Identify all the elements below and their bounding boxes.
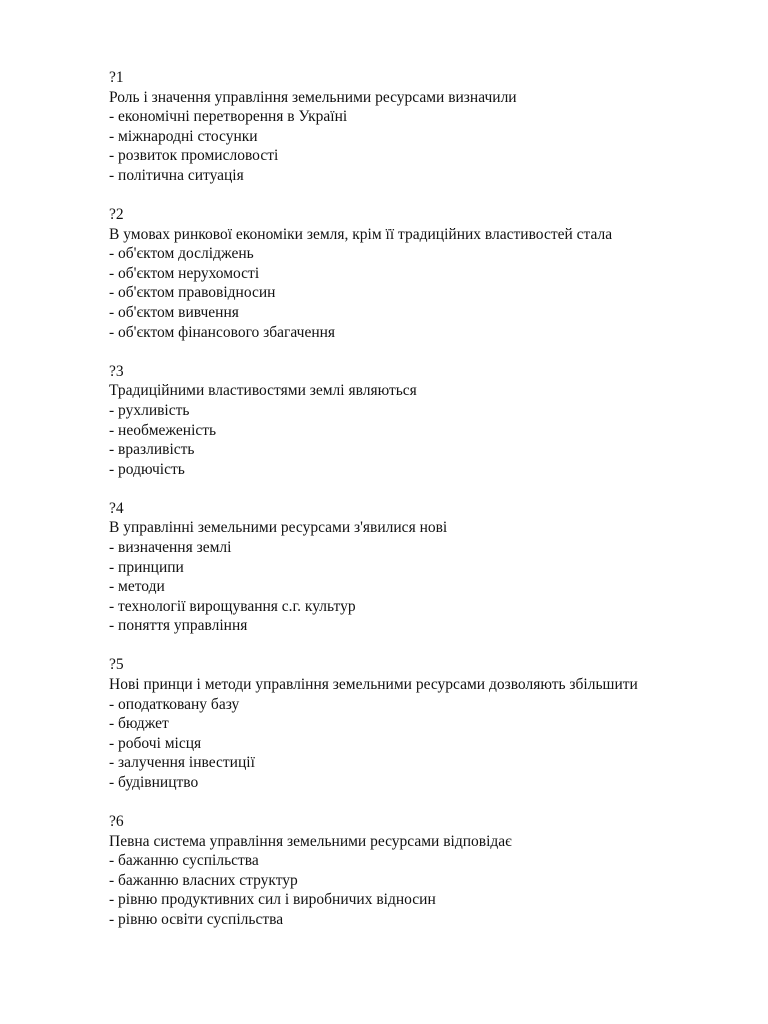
- question-number: ?1: [109, 69, 124, 86]
- question-number: ?2: [109, 206, 124, 224]
- answer-option: - родючість: [109, 460, 185, 478]
- answer-option: - вразливість: [109, 441, 195, 459]
- answer-option: - робочі місця: [109, 734, 202, 752]
- answer-option: - політична ситуація: [109, 166, 244, 184]
- answer-option: - технології вирощування с.г. культур: [109, 597, 356, 615]
- question-text: В управлінні земельними ресурсами з'явилися нові: [109, 519, 448, 537]
- answer-option: - визначення землі: [109, 538, 232, 556]
- answer-option: - бажанню власних структур: [109, 871, 298, 889]
- answer-option: - принципи: [109, 558, 184, 576]
- question-5: [109, 655, 712, 792]
- answer-option: - міжнародні стосунки: [109, 127, 258, 145]
- question-3: [109, 362, 712, 480]
- question-number: ?3: [109, 362, 124, 380]
- answer-option: - економічні перетворення в Україні: [109, 108, 348, 126]
- answer-option: - рухливість: [109, 401, 190, 419]
- question-1: [109, 68, 712, 186]
- answer-option: - методи: [109, 578, 165, 596]
- answer-option: - об'єктом вивчення: [109, 304, 239, 322]
- question-2: [109, 205, 712, 342]
- answer-option: - об'єктом фінансового збагачення: [109, 323, 336, 341]
- question-number: ?4: [109, 499, 124, 517]
- question-text: Роль і значення управління земельними ресурсами визначили: [109, 88, 517, 106]
- question-6: [109, 812, 712, 930]
- question-text: Нові принци і методи управління земельними ресурсами дозволяють збільшити: [109, 676, 638, 694]
- question-4: [109, 499, 712, 636]
- answer-option: - оподатковану базу: [109, 695, 240, 713]
- answer-option: - об'єктом правовідносин: [109, 284, 276, 302]
- answer-option: - бажанню суспільства: [109, 852, 259, 870]
- answer-option: - будівництво: [109, 774, 199, 791]
- answer-option: - об'єктом досліджень: [109, 245, 254, 263]
- answer-option: - рівню продуктивних сил і виробничих відносин: [109, 891, 436, 909]
- question-text: Певна система управління земельними ресурсами відповідає: [109, 832, 512, 850]
- answer-option: - розвиток промисловості: [109, 147, 279, 165]
- question-text: В умовах ринкової економіки земля, крім її традиційних властивостей стала: [109, 225, 613, 243]
- answer-option: - залучення інвестиції: [109, 754, 255, 772]
- answer-option: - об'єктом нерухомості: [109, 264, 260, 282]
- answer-option: - поняття управління: [109, 617, 248, 635]
- document-page: [109, 68, 712, 949]
- answer-option: - необмеженість: [109, 421, 217, 439]
- question-number: ?6: [109, 813, 124, 831]
- answer-option: - бюджет: [109, 715, 169, 733]
- question-text: Традиційними властивостями землі являються: [109, 382, 417, 400]
- question-number: ?5: [109, 656, 124, 674]
- answer-option: - рівню освіти суспільства: [109, 911, 284, 929]
